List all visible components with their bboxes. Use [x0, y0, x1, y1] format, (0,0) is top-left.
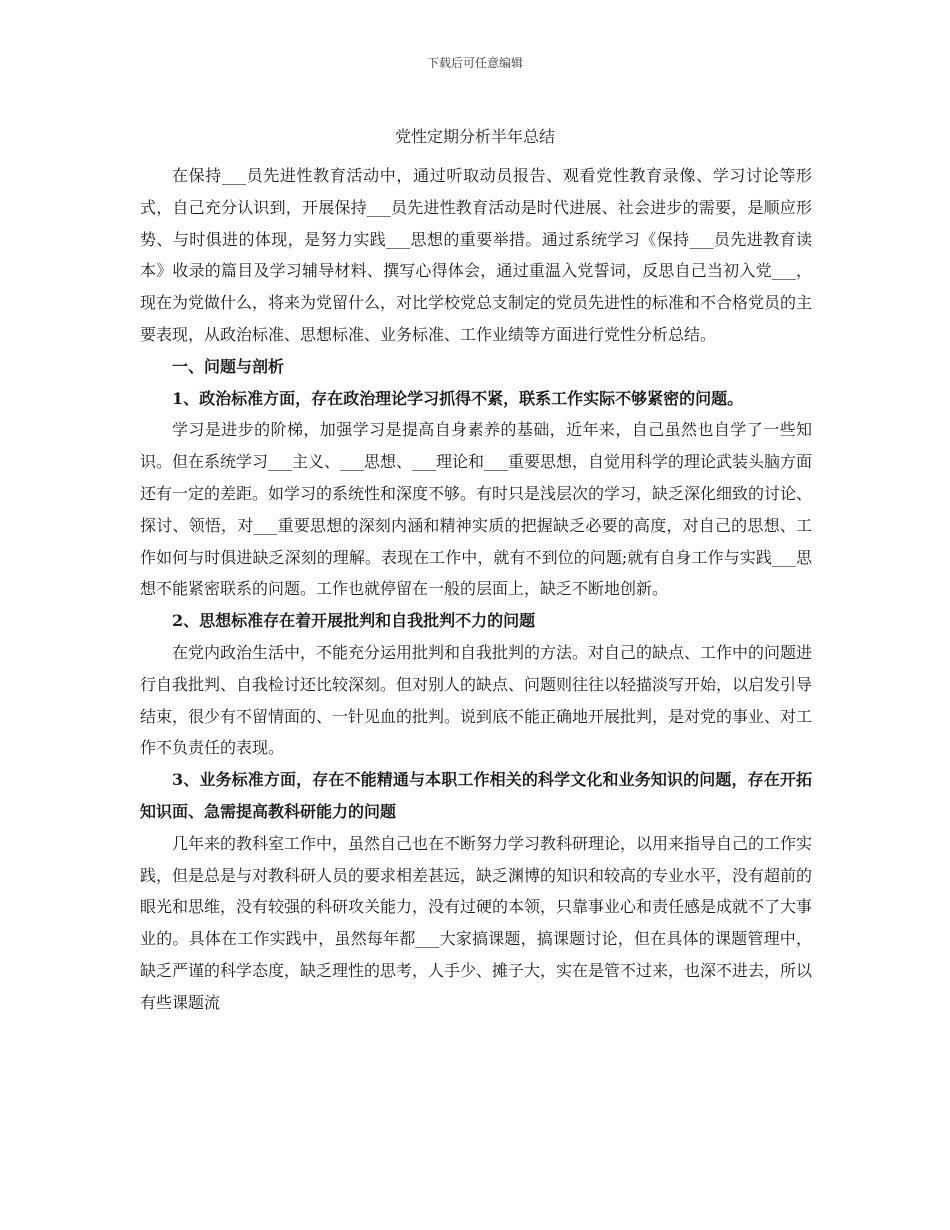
section-heading-1: 一、问题与剖析	[172, 356, 285, 376]
paragraph-business: 几年来的教科室工作中，虽然自己也在不断努力学习教科研理论，以用来指导自己的工作实践，但是总是与对教科研人员的要求相差甚远，缺乏渊博的知识和较高的专业水平，没有超前的眼光和思维，没有较强的科研攻关能力，没有过硬的本领，只靠事业心和责任感是成就不了大事业的。具体在工作实践中，虽然每年都___大家搞课题，搞课题讨论，但在具体的课题管理中，缺乏严谨的科学态度，缺乏理性的思考，人手少、摊子大，实在是管不过来，也深不进去，所以有些课题流	[140, 833, 813, 1012]
subheading-business: 3、业务标准方面，存在不能精通与本职工作相关的科学文化和业务知识的问题，存在开拓知识面、急需提高教科研能力的问题	[140, 770, 812, 821]
paragraph-political: 学习是进步的阶梯，加强学习是提高自身素养的基础，近年来，自己虽然也自学了一些知识。但在系统学习___主义、___思想、___理论和___重要思想，自觉用科学的理论武装头脑方面还有一定的差距。如学习的系统性和深度不够。有时只是浅层次的学习，缺乏深化细致的讨论、探讨、领悟，对___重要思想的深刻内涵和精神实质的把握缺乏必要的高度，对自己的思想、工作如何与时俱进缺乏深刻的理解。表现在工作中，就有不到位的问题;就有自身工作与实践___思想不能紧密联系的问题。工作也就停留在一般的层面上，缺乏不断地创新。	[140, 420, 813, 599]
subheading-thought: 2、思想标准存在着开展批判和自我批判不力的问题	[172, 611, 536, 631]
paragraph-intro: 在保持___员先进性教育活动中，通过听取动员报告、观看党性教育录像、学习讨论等形式，自己充分认识到，开展保持___员先进性教育活动是时代进展、社会进步的需要，是顺应形势、与时俱进的体现，是努力实践___思想的重要举措。通过系统学习《保持___员先进教育读本》收录的篇目及学习辅导材料、撰写心得体会，通过重温入党誓词，反思自己当初入党___，现在为党做什么，将来为党留什么，对比学校党总支制定的党员先进性的标准和不合格党员的主要表现，从政治标准、思想标准、业务标准、工作业绩等方面进行党性分析总结。	[140, 166, 813, 344]
document-body	[140, 160, 812, 1019]
paragraph-thought: 在党内政治生活中，不能充分运用批判和自我批判的方法。对自己的缺点、工作中的问题进行自我批判、自我检讨还比较深刻。但对别人的缺点、问题则往往以轻描淡写开始，以启发引导结束，很少有不留情面的、一针见血的批判。说到底不能正确地开展批判，是对党的事业、对工作不负责任的表现。	[140, 642, 813, 758]
subheading-political: 1、政治标准方面，存在政治理论学习抓得不紧，联系工作实际不够紧密的问题。	[172, 388, 744, 408]
header-note: 下载后可任意编辑	[426, 56, 523, 70]
document-title: 党性定期分析半年总结	[394, 127, 555, 146]
